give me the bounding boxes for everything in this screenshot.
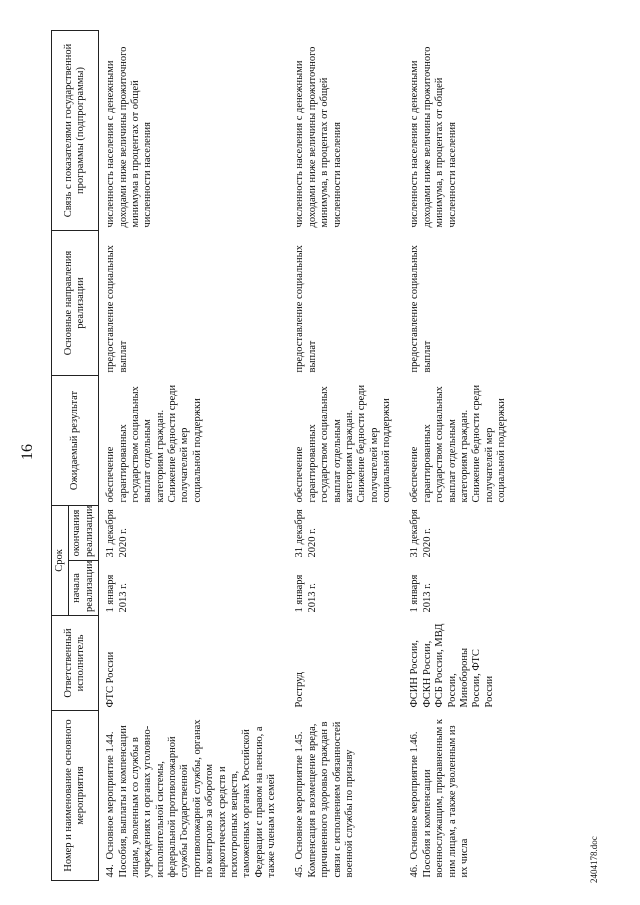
header-row — [52, 30, 69, 880]
header-start: начала реализации — [69, 561, 99, 616]
cell-result: обеспечение гарантированных государством социальных выплат отдельным категориям граждан. Снижение бедности среди получателей мер социальной поддержки — [409, 384, 507, 503]
rotated-page — [15, 17, 625, 887]
cell-link: численность населения с денежными доходами ниже величины прожиточного минимума, в процентах от общей численности населения — [409, 46, 458, 228]
table-row — [99, 30, 289, 880]
cell-start: 1 января 2013 г. — [409, 574, 433, 613]
cell-directions: предоставление социальных выплат — [105, 245, 129, 373]
header-responsible: Ответственный исполнитель — [52, 616, 99, 711]
row-name: Основное мероприятие 1.46. Пособия и компенсации военнослужащим, приравненным к ним лицам, а также уволенным из их числа — [409, 719, 470, 878]
header-directions: Основные направления реализации — [52, 230, 99, 375]
cell-link: численность населения с денежными доходами ниже величины прожиточного минимума в процентах от общей численности населения — [105, 46, 154, 228]
document-id: 2404178.doc — [589, 836, 599, 883]
header-result: Ожидаемый результат — [52, 375, 99, 505]
cell-end: 31 декабря 2020 г. — [105, 509, 129, 558]
cell-directions: предоставление социальных выплат — [294, 245, 318, 373]
cell-name — [288, 711, 403, 881]
cell-name — [403, 711, 518, 881]
row-name: Основное мероприятие 1.45. Компенсация в возмещение вреда, причиненного здоровью граждан в связи с исполнением обязанностей военной службы по призыву — [294, 721, 355, 878]
cell-end: 31 декабря 2020 г. — [409, 509, 433, 558]
cell-end: 31 декабря 2020 г. — [294, 509, 318, 558]
cell-start: 1 января 2013 г. — [294, 574, 318, 613]
table-row — [403, 30, 518, 880]
table-row — [288, 30, 403, 880]
measures-table — [51, 30, 518, 881]
cell-responsible: Роструд — [294, 671, 306, 708]
row-name: Основное мероприятие 1.44. Пособия, выплаты и компенсации лицам, уволенным со службы в учреждениях и органах уголовно-исполнительной системы, федеральной противопожарной службы Государственной противопожарной службы, органах по контролю за оборотом наркотических средств и психотропных веществ, таможенных органах Российской Федерации с правом на пенсию, а также членам их семей — [105, 719, 277, 878]
cell-responsible: ФТС России — [105, 651, 117, 708]
header-term: Срок — [52, 505, 69, 615]
cell-name — [99, 711, 289, 881]
page-number: 16 — [19, 444, 36, 460]
row-number: 44. — [105, 864, 117, 878]
cell-start: 1 января 2013 г. — [105, 574, 129, 613]
cell-link: численность населения с денежными доходами ниже величины прожиточного минимума, в процентах от общей численности населения — [294, 46, 343, 228]
cell-result: обеспечение гарантированных государством социальных выплат отдельным категориям граждан. Снижение бедности среди получателей мер социальной поддержки — [294, 384, 392, 503]
cell-result: обеспечение гарантированных государством социальных выплат отдельным категориям граждан. Снижение бедности среди получателей мер социальной поддержки — [105, 384, 203, 503]
row-number: 45. — [294, 864, 306, 878]
header-link: Связь с показателями государственной программы (подпрограммы) — [52, 30, 99, 230]
cell-directions: предоставление социальных выплат — [409, 245, 433, 373]
header-number-name: Номер и наименование основного мероприятия — [52, 711, 99, 881]
cell-responsible: ФСИН России, ФСКН России, ФСБ России, МВД России, Минобороны России, ФТС России — [409, 623, 495, 708]
row-number: 46. — [409, 864, 421, 878]
header-end: окончания реализации — [69, 505, 99, 560]
